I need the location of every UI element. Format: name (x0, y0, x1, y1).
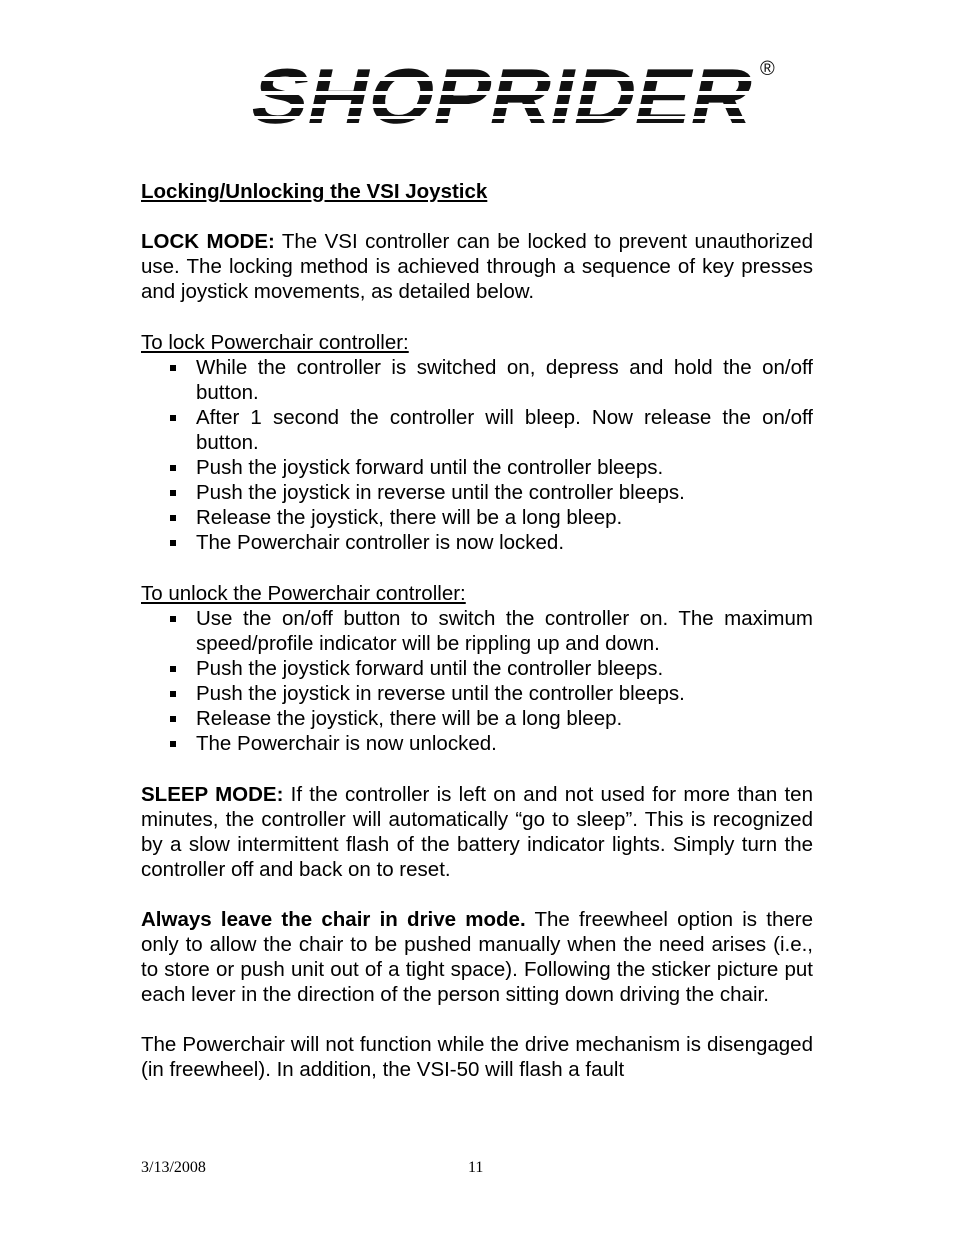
lock-mode-paragraph (141, 229, 813, 304)
list-item: Release the joystick, there will be a long bleep. (141, 706, 813, 731)
sleep-mode-paragraph (141, 782, 813, 882)
list-item: Push the joystick in reverse until the controller bleeps. (141, 681, 813, 706)
list-item: The Powerchair is now unlocked. (141, 731, 813, 756)
list-item: While the controller is switched on, depress and hold the on/off button. (141, 355, 813, 405)
drive-mode-text: The freewheel option is there only to allow the chair to be pushed manually when the need arises (i.e., to store or push unit out of a tight space). Following the sticker picture put each lever in the direction of the person sitting down driving the chair. (141, 908, 813, 1007)
sleep-mode-label: SLEEP MODE: (141, 783, 284, 806)
footer-page-number: 11 (468, 1159, 484, 1176)
page-heading: Locking/Unlocking the VSI Joystick (141, 180, 488, 203)
lock-mode-label: LOCK MODE: (141, 230, 275, 253)
shoprider-logo (248, 55, 783, 135)
drive-mode-label: Always leave the chair in drive mode. (141, 908, 526, 931)
lock-procedure-title: To lock Powerchair controller: (141, 331, 409, 354)
unlock-procedure-title: To unlock the Powerchair controller: (141, 582, 466, 605)
lock-steps-list (141, 355, 813, 555)
freewheel-paragraph: The Powerchair will not function while the drive mechanism is disengaged (in freewheel). In addition, the VSI-50 will flash a fault (141, 1033, 813, 1082)
list-item: Push the joystick forward until the controller bleeps. (141, 455, 813, 480)
unlock-steps-list (141, 606, 813, 756)
footer-date: 3/13/2008 (141, 1159, 206, 1176)
list-item: Push the joystick in reverse until the controller bleeps. (141, 480, 813, 505)
sleep-mode-text: If the controller is left on and not used for more than ten minutes, the controller will automatically “go to sleep”. This is recognized by a slow intermittent flash of the battery indicator lights. Simply turn the controller off and back on to reset. (141, 783, 813, 882)
drive-mode-paragraph (141, 907, 813, 1007)
list-item: Push the joystick forward until the controller bleeps. (141, 656, 813, 681)
list-item: After 1 second the controller will bleep. Now release the on/off button. (141, 405, 813, 455)
registered-mark: ® (760, 58, 775, 80)
list-item: Release the joystick, there will be a long bleep. (141, 505, 813, 530)
list-item: The Powerchair controller is now locked. (141, 530, 813, 555)
list-item: Use the on/off button to switch the controller on. The maximum speed/profile indicator will be rippling up and down. (141, 606, 813, 656)
lock-mode-text: The VSI controller can be locked to prevent unauthorized use. The locking method is achieved through a sequence of key presses and joystick movements, as detailed below. (141, 230, 813, 304)
